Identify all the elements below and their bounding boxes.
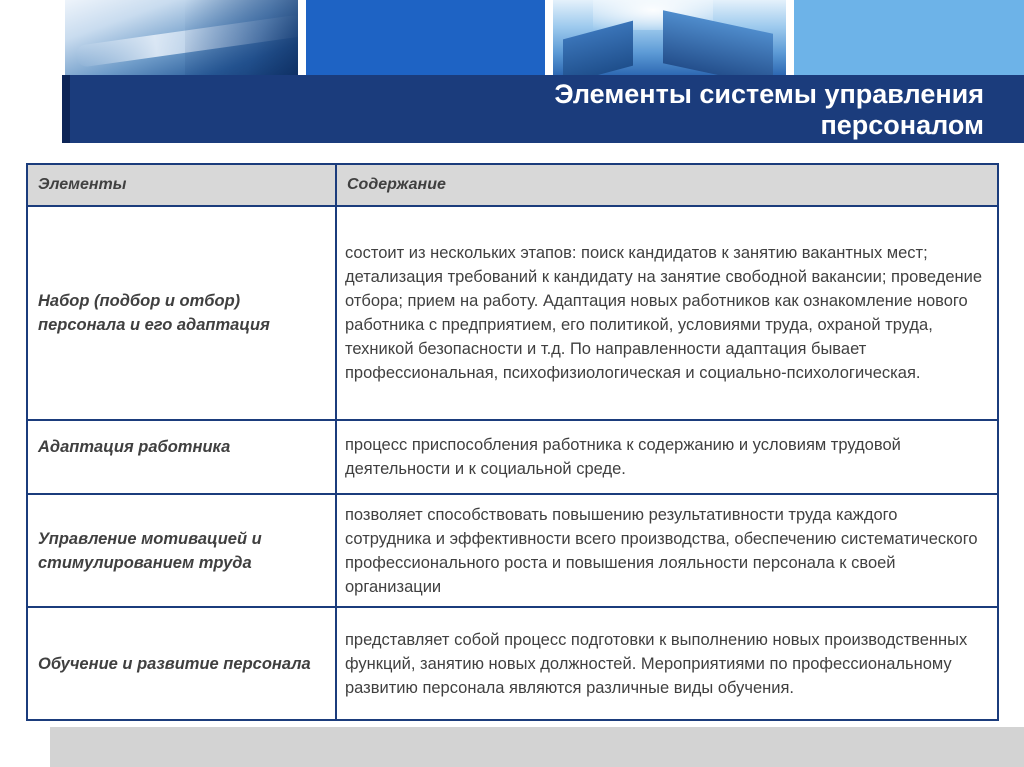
column-header-content: Содержание xyxy=(336,164,998,206)
keyboard-photo-tile xyxy=(65,0,298,75)
elements-table xyxy=(26,163,999,721)
column-header-elements: Элементы xyxy=(27,164,336,206)
title-accent xyxy=(62,75,70,143)
table-header-row xyxy=(27,164,998,206)
content-cell: позволяет способствовать повышению результативности труда каждого сотрудника и эффективности всего производства, обеспечению систематического профессионального роста и повышения лояльности персонала к своей организации xyxy=(336,494,998,607)
building-shape xyxy=(663,10,773,75)
footer-margin xyxy=(0,727,46,767)
light-blue-color-tile xyxy=(794,0,1024,75)
header-banner xyxy=(0,0,1024,75)
skyscraper-photo-tile xyxy=(553,0,786,75)
building-shape xyxy=(563,21,633,75)
title-bar xyxy=(62,75,1024,143)
table-row xyxy=(27,206,998,420)
element-cell: Управление мотивацией и стимулированием труда xyxy=(27,494,336,607)
element-cell: Набор (подбор и отбор) персонала и его адаптация xyxy=(27,206,336,420)
content-cell: процесс приспособления работника к содержанию и условиям трудовой деятельности и к социальной среде. xyxy=(336,420,998,494)
element-cell: Обучение и развитие персонала xyxy=(27,607,336,720)
content-cell: состоит из нескольких этапов: поиск кандидатов к занятию вакантных мест; детализация требований к кандидату на занятие свободной вакансии; проведение отбора; прием на работу. Адаптация новых работников как ознакомление нового работника с предприятием, его политикой, условиями труда, охраной труда, техникой безопасности и т.д. По направленности адаптация бывает профессиональная, психофизиологическая и социально-психологическая. xyxy=(336,206,998,420)
table-row xyxy=(27,420,998,494)
footer-bar xyxy=(50,727,1024,767)
element-cell: Адаптация работника xyxy=(27,420,336,494)
content-cell: представляет собой процесс подготовки к выполнению новых производственных функций, занятию новых должностей. Мероприятиями по профессиональному развитию персонала являются различные виды обучения. xyxy=(336,607,998,720)
table-row xyxy=(27,607,998,720)
photo-shadow xyxy=(185,0,298,75)
blue-color-tile xyxy=(306,0,545,75)
slide-title: Элементы системы управления персоналом xyxy=(554,79,984,140)
table-row xyxy=(27,494,998,607)
